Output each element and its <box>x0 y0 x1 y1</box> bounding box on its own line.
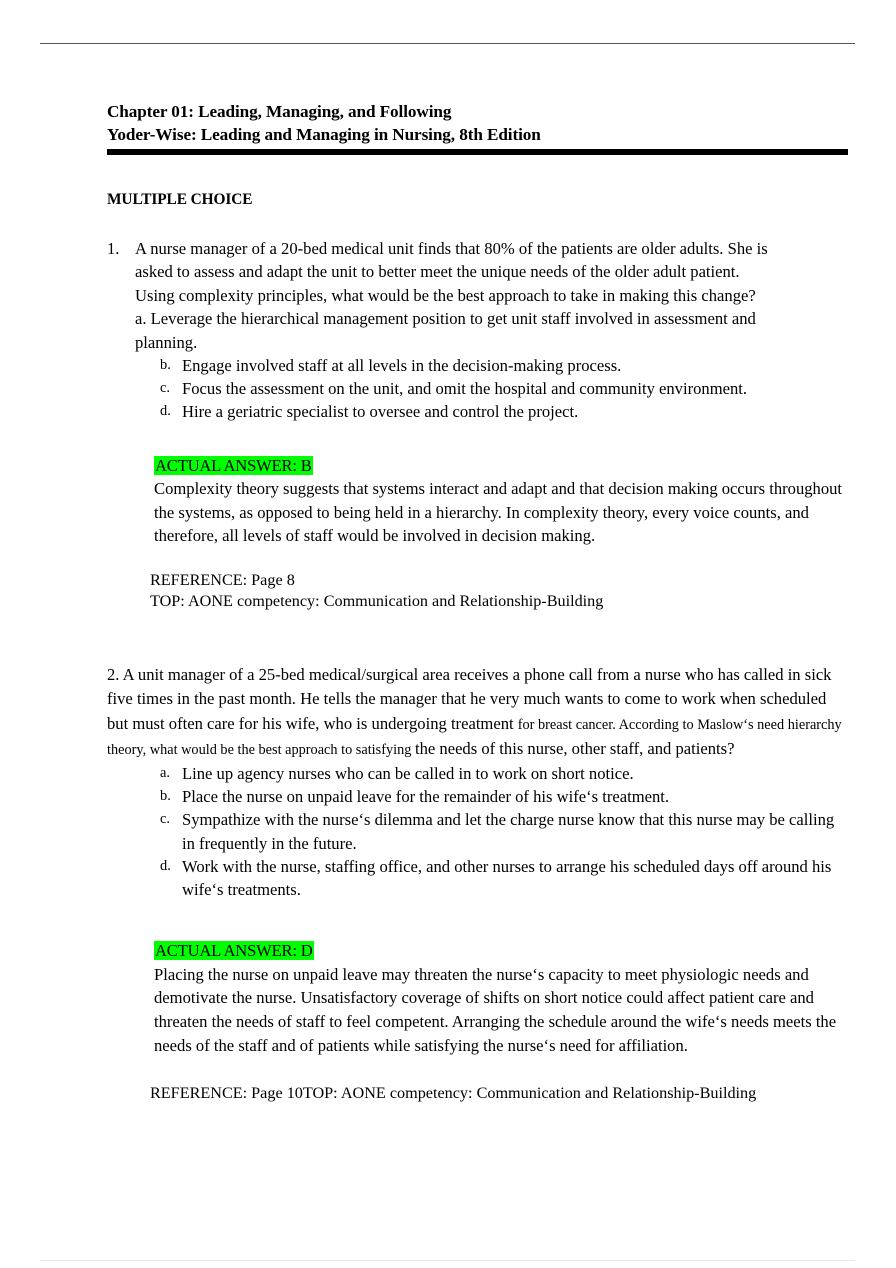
answer-highlight-badge: ACTUAL ANSWER: B <box>155 455 312 475</box>
question-2-stem <box>107 663 849 762</box>
question-1-options <box>107 354 849 424</box>
footer-rule <box>40 1260 855 1261</box>
title-line-2: Yoder-Wise: Leading and Managing in Nursing, 8th Edition <box>107 125 541 144</box>
option-text: Line up agency nurses who can be called in to work on short notice. <box>182 764 634 784</box>
answer-highlight-badge: ACTUAL ANSWER: D <box>155 941 313 961</box>
header-rule <box>40 43 855 44</box>
question-1-option-d[interactable] <box>160 400 849 423</box>
question-2-option-b[interactable] <box>160 785 849 808</box>
option-letter: b. <box>160 357 171 374</box>
question-1-option-c[interactable] <box>160 377 849 400</box>
question-2-answer-label-row <box>154 939 849 963</box>
option-letter: a. <box>160 765 170 782</box>
question-1-top: TOP: AONE competency: Communication and Relationship-Building <box>150 591 604 610</box>
option-text: Work with the nurse, staffing office, and other nurses to arrange his scheduled days off around his wife‘s treatments. <box>182 856 832 900</box>
question-2-rationale: Placing the nurse on unpaid leave may threaten the nurse‘s capacity to meet physiologic needs and demotivate the nurse. Unsatisfactory coverage of shifts on short notice could affect patient care and threaten the needs of staff to feel competent. Arranging the schedule around the wife‘s needs meets the needs of the staff and of patients while satisfying the nurse‘s need for affiliation. <box>154 964 837 1055</box>
document-title <box>107 100 849 146</box>
question-2-stem-part-1: 2. A unit manager of a 25-bed medical/surgical area receives a phone call from a nurse who has called in sick five times in the past month. He tells the manager that he very much wants to come to work when scheduled but must often care for his wife, who is undergoing treatment <box>107 665 832 733</box>
title-divider-bar <box>107 149 848 155</box>
question-1-reference: REFERENCE: Page 8 <box>150 571 295 590</box>
question-1-stem <box>107 237 849 354</box>
option-text: Hire a geriatric specialist to oversee and control the project. <box>182 402 579 422</box>
question-2-reference-top: REFERENCE: Page 10TOP: AONE competency: Communication and Relationship-Building <box>150 1084 757 1103</box>
option-text: Engage involved staff at all levels in the decision-making process. <box>182 356 622 376</box>
question-2-metadata <box>150 1083 849 1104</box>
question-1-option-a-cont[interactable]: planning. <box>135 332 198 352</box>
question-2-option-d[interactable] <box>160 855 849 901</box>
question-1-stem-line-2: asked to assess and adapt the unit to better meet the unique needs of the older adult patient. <box>135 262 740 282</box>
question-1-answer-label-row <box>154 454 849 478</box>
option-letter: d. <box>160 857 171 874</box>
title-line-1: Chapter 01: Leading, Managing, and Following <box>107 102 452 121</box>
question-1 <box>107 237 849 611</box>
question-1-rationale: Complexity theory suggests that systems interact and adapt and that decision making occurs throughout the systems, as opposed to being held in a hierarchy. In complexity theory, every voice counts, and therefore, all levels of staff would be involved in decision making. <box>154 479 843 546</box>
section-heading: MULTIPLE CHOICE <box>107 191 253 208</box>
question-1-option-a[interactable]: a. Leverage the hierarchical management position to get unit staff involved in assessment and <box>135 309 756 329</box>
question-1-number: 1. <box>107 239 120 258</box>
option-text: Place the nurse on unpaid leave for the remainder of his wife‘s treatment. <box>182 787 670 807</box>
option-letter: b. <box>160 788 171 805</box>
option-text: Sympathize with the nurse‘s dilemma and let the charge nurse know that this nurse may be calling in frequently in the future. <box>182 810 835 853</box>
option-text: Focus the assessment on the unit, and omit the hospital and community environment. <box>182 379 748 399</box>
question-2-answer <box>154 939 849 1057</box>
question-2-stem-small-run: for breast cancer. According to Maslow‘s need hierarchy theory, what would be the best approach to satisfying <box>107 716 842 758</box>
option-letter: d. <box>160 403 171 420</box>
question-1-stem-line-3: Using complexity principles, what would be the best approach to take in making this change? <box>135 285 756 305</box>
question-1-stem-line-1: A nurse manager of a 20-bed medical unit finds that 80% of the patients are older adults. She is <box>135 239 768 258</box>
question-1-answer <box>154 454 849 548</box>
option-letter: c. <box>160 380 170 397</box>
question-1-option-b[interactable] <box>160 354 849 377</box>
question-2-option-a[interactable] <box>160 762 849 785</box>
question-2-option-c[interactable] <box>160 808 849 854</box>
document-body <box>107 100 849 1104</box>
question-1-metadata <box>150 570 849 611</box>
question-2 <box>107 663 849 1104</box>
question-2-stem-part-2: the needs of this nurse, other staff, and patients? <box>414 738 735 758</box>
option-letter: c. <box>160 811 170 828</box>
question-2-options <box>107 762 849 901</box>
